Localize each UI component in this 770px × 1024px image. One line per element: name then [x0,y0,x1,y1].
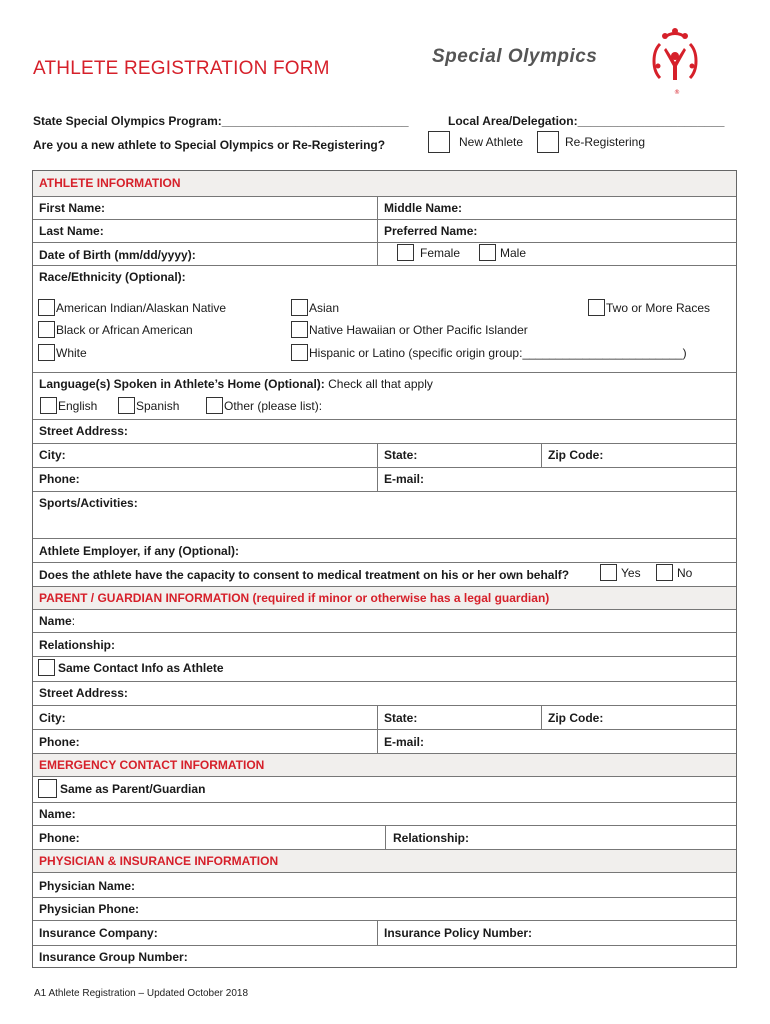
consent-no-label: No [677,565,693,580]
guardian-zip-field[interactable]: Zip Code: [548,711,604,725]
emergency-section-header [33,754,736,776]
special-olympics-logo-text: Special Olympics [432,46,598,67]
white-label: White [56,345,87,360]
emergency-name-field[interactable]: Name: [39,807,76,821]
spanish-label: Spanish [136,398,180,413]
same-as-athlete-label: Same Contact Info as Athlete [58,660,224,675]
guardian-section-title: PARENT / GUARDIAN INFORMATION (required if minor or otherwise has a legal guardian) [39,591,550,605]
physician-phone-field[interactable]: Physician Phone: [39,902,140,916]
native-hawaiian-checkbox[interactable] [291,321,308,338]
sports-activities-field[interactable]: Sports/Activities: [39,496,138,510]
new-or-re-question: Are you a new athlete to Special Olympics or Re-Registering? [33,138,386,152]
date-of-birth-field[interactable]: Date of Birth (mm/dd/yyyy): [39,248,196,262]
two-or-more-races-label: Two or More Races [606,300,711,315]
svg-text:®: ® [674,89,680,96]
language-label: Language(s) Spoken in Athlete’s Home (Optional): [39,377,325,391]
other-language-label: Other (please list): [224,398,323,413]
same-as-guardian-checkbox[interactable] [38,779,57,798]
physician-name-field[interactable]: Physician Name: [39,879,136,893]
emergency-phone-field[interactable]: Phone: [39,831,80,845]
athlete-email-field[interactable]: E-mail: [384,472,425,486]
asian-label: Asian [309,300,340,315]
other-language-checkbox[interactable] [206,397,223,414]
language-hint: Check all that apply [328,377,433,391]
local-area-field[interactable]: Local Area/Delegation:______________________ [448,114,725,128]
insurance-group-field[interactable]: Insurance Group Number: [39,950,188,964]
two-or-more-races-checkbox[interactable] [588,299,605,316]
guardian-section-header [33,587,736,609]
athlete-state-field[interactable]: State: [384,448,418,462]
guardian-street-field[interactable]: Street Address: [39,686,128,700]
special-olympics-logo-icon [650,22,700,100]
female-checkbox[interactable] [397,244,414,261]
athlete-city-field[interactable]: City: [39,448,66,462]
page-title: ATHLETE REGISTRATION FORM [33,58,330,79]
guardian-phone-field[interactable]: Phone: [39,735,80,749]
athlete-section-title: ATHLETE INFORMATION [39,176,181,190]
hispanic-checkbox[interactable] [291,344,308,361]
guardian-state-field[interactable]: State: [384,711,418,725]
athlete-employer-field[interactable]: Athlete Employer, if any (Optional): [39,544,240,558]
middle-name-field[interactable]: Middle Name: [384,201,463,215]
male-label: Male [500,245,527,260]
athlete-zip-field[interactable]: Zip Code: [548,448,604,462]
same-as-athlete-checkbox[interactable] [38,659,55,676]
english-checkbox[interactable] [40,397,57,414]
race-ethnicity-label: Race/Ethnicity (Optional): [39,270,186,284]
preferred-name-field[interactable]: Preferred Name: [384,224,478,238]
consent-yes-label: Yes [621,565,641,580]
guardian-name-field[interactable]: Name: [39,614,76,628]
insurance-policy-field[interactable]: Insurance Policy Number: [384,926,533,940]
re-registering-checkbox[interactable] [537,131,559,153]
last-name-field[interactable]: Last Name: [39,224,104,238]
state-program-field[interactable]: State Special Olympics Program:____________________________ [33,114,409,128]
black-checkbox[interactable] [38,321,55,338]
guardian-relationship-field[interactable]: Relationship: [39,638,116,652]
physician-section-header [33,850,736,872]
new-athlete-checkbox[interactable] [428,131,450,153]
new-athlete-label: New Athlete [459,135,524,149]
asian-checkbox[interactable] [291,299,308,316]
athlete-section-header [33,171,736,196]
white-checkbox[interactable] [38,344,55,361]
re-registering-label: Re-Registering [565,135,646,149]
american-indian-label: American Indian/Alaskan Native [56,300,227,315]
athlete-street-field[interactable]: Street Address: [39,424,128,438]
footer-text: A1 Athlete Registration – Updated October 2018 [34,988,249,999]
guardian-city-field[interactable]: City: [39,711,66,725]
guardian-email-field[interactable]: E-mail: [384,735,425,749]
native-hawaiian-label: Native Hawaiian or Other Pacific Islander [309,322,528,337]
insurance-company-field[interactable]: Insurance Company: [39,926,158,940]
emergency-relationship-field[interactable]: Relationship: [393,831,470,845]
first-name-field[interactable]: First Name: [39,201,106,215]
same-as-guardian-label: Same as Parent/Guardian [60,781,206,796]
male-checkbox[interactable] [479,244,496,261]
registration-form [32,170,737,968]
physician-section-title: PHYSICIAN & INSURANCE INFORMATION [39,854,279,868]
consent-no-checkbox[interactable] [656,564,673,581]
spanish-checkbox[interactable] [118,397,135,414]
black-label: Black or African American [56,322,193,337]
american-indian-checkbox[interactable] [38,299,55,316]
hispanic-label: Hispanic or Latino (specific origin group:________________________) [309,345,687,360]
consent-yes-checkbox[interactable] [600,564,617,581]
emergency-section-title: EMERGENCY CONTACT INFORMATION [39,758,265,772]
female-label: Female [420,245,461,260]
english-label: English [58,398,98,413]
athlete-phone-field[interactable]: Phone: [39,472,80,486]
consent-question: Does the athlete have the capacity to consent to medical treatment on his or her own behalf? [39,568,570,582]
